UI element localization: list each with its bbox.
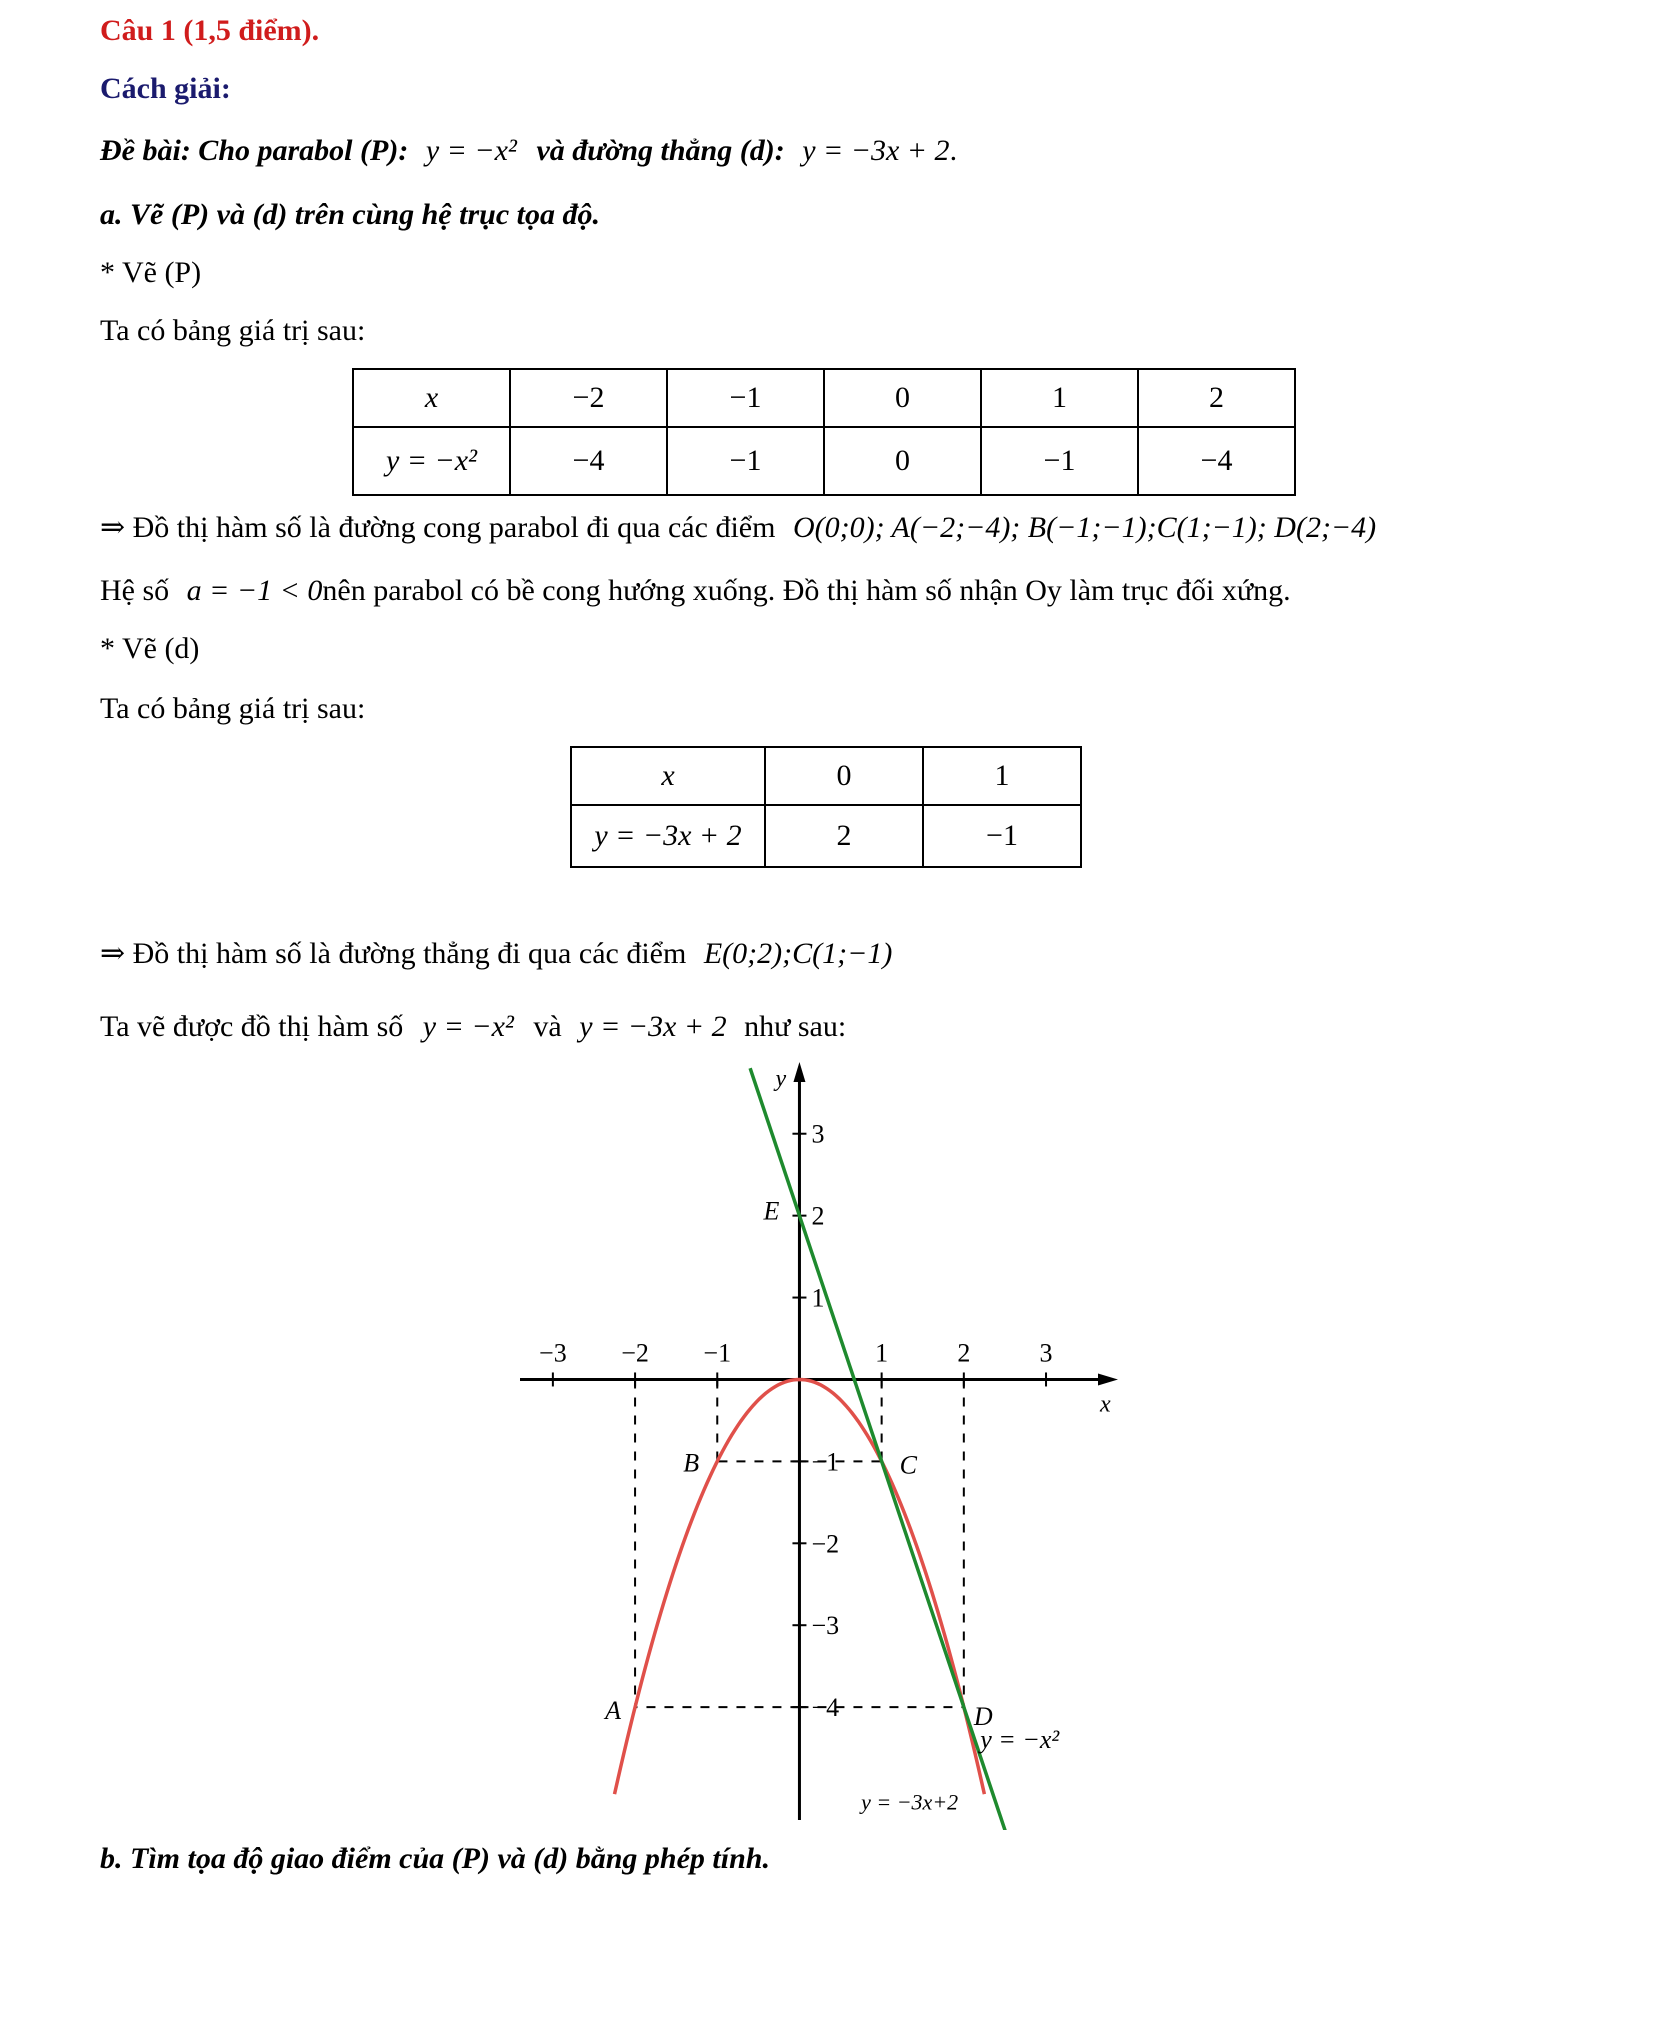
table-cell: x (571, 747, 765, 805)
table-cell: −4 (1138, 427, 1295, 495)
y-tick-label: −1 (811, 1447, 840, 1477)
parabol-equation: y = −x² (425, 134, 517, 167)
x-tick-label: −1 (703, 1338, 732, 1368)
draw-p-label: * Vẽ (P) (100, 256, 202, 289)
coefficient-line (100, 574, 1291, 608)
y-tick-label: 2 (811, 1201, 825, 1231)
question-heading: Câu 1 (1,5 điểm). (100, 14, 320, 47)
problem-end: . (949, 134, 958, 167)
y-tick-label: 3 (811, 1119, 825, 1149)
table-cell: 0 (824, 427, 981, 495)
coef-suffix: nên parabol có bề cong hướng xuống. Đồ thị hàm số nhận Oy làm trục đối xứng. (322, 574, 1291, 607)
value-table-d (570, 746, 1082, 868)
table-cell: −1 (667, 369, 824, 427)
graph-intro-prefix: Ta vẽ được đồ thị hàm số (100, 1010, 404, 1043)
table-cell: −4 (510, 427, 667, 495)
table-d-row-y (571, 805, 1081, 867)
table-cell: −1 (981, 427, 1138, 495)
table-cell: 1 (923, 747, 1081, 805)
x-axis-arrow (1098, 1373, 1118, 1385)
table-cell: −1 (923, 805, 1081, 867)
coef-math: a = −1 < 0 (186, 574, 323, 607)
problem-prefix: Đề bài: Cho parabol (P): (100, 134, 409, 167)
graph-intro-conj: và (533, 1010, 562, 1043)
problem-middle: và đường thẳng (d): (536, 134, 785, 167)
conclusion-p-text: ⇒ Đồ thị hàm số là đường cong parabol đi qua các điểm (100, 511, 776, 544)
table-cell: 1 (981, 369, 1138, 427)
value-table-p (352, 368, 1296, 496)
y-tick-label: −2 (811, 1529, 840, 1559)
line-equation: y = −3x + 2 (802, 134, 950, 167)
table-cell: x (353, 369, 510, 427)
table-p-row-y (353, 427, 1295, 495)
x-tick-label: 1 (875, 1338, 889, 1368)
table-cell: −1 (667, 427, 824, 495)
y-tick-label: −4 (811, 1693, 840, 1723)
table-cell: 0 (765, 747, 923, 805)
x-tick-label: 2 (957, 1338, 971, 1368)
table-p-row-x (353, 369, 1295, 427)
problem-statement (100, 134, 957, 168)
table-cell: 2 (1138, 369, 1295, 427)
part-b-title: b. Tìm tọa độ giao điểm của (P) và (d) bằng phép tính. (100, 1842, 770, 1875)
table-cell: 0 (824, 369, 981, 427)
conclusion-p-points: O(0;0); A(−2;−4); B(−1;−1);C(1;−1); D(2;−4) (792, 511, 1377, 544)
conclusion-p (100, 510, 1376, 545)
point-label-e: E (763, 1196, 780, 1226)
table-d-row-x (571, 747, 1081, 805)
point-label-a: A (605, 1696, 621, 1726)
function-graph (520, 1060, 1120, 1830)
graph-intro-eq1: y = −x² (422, 1010, 514, 1043)
point-label-d: D (973, 1702, 993, 1732)
point-label-c: C (899, 1450, 917, 1480)
x-tick-label: 3 (1039, 1338, 1053, 1368)
table-cell: 2 (765, 805, 923, 867)
draw-d-label: * Vẽ (d) (100, 632, 200, 665)
conclusion-d (100, 936, 892, 971)
solution-label: Cách giải: (100, 72, 231, 105)
table-intro-d: Ta có bảng giá trị sau: (100, 692, 366, 725)
x-tick-label: −3 (539, 1338, 567, 1368)
part-a-title: a. Vẽ (P) và (d) trên cùng hệ trục tọa độ. (100, 198, 600, 231)
x-axis-label: x (1100, 1391, 1111, 1418)
parabola-label: y = −x² (980, 1725, 1060, 1755)
x-tick-label: −2 (621, 1338, 649, 1368)
y-axis-arrow (793, 1062, 805, 1082)
table-cell: −2 (510, 369, 667, 427)
graph-intro-suffix: như sau: (744, 1010, 847, 1043)
graph-intro-eq2: y = −3x + 2 (579, 1010, 727, 1043)
line-d-label: y = −3x+2 (861, 1789, 959, 1815)
conclusion-d-text: ⇒ Đồ thị hàm số là đường thẳng đi qua các điểm (100, 937, 687, 970)
table-intro-p: Ta có bảng giá trị sau: (100, 314, 366, 347)
y-tick-label: 1 (811, 1283, 825, 1313)
conclusion-d-points: E(0;2);C(1;−1) (703, 937, 893, 970)
coef-prefix: Hệ số (100, 574, 170, 607)
table-cell: y = −x² (353, 427, 510, 495)
point-label-b: B (683, 1448, 700, 1478)
table-cell: y = −3x + 2 (571, 805, 765, 867)
y-axis-label: y (775, 1066, 787, 1092)
y-tick-label: −3 (811, 1611, 840, 1641)
graph-intro (100, 1010, 846, 1044)
